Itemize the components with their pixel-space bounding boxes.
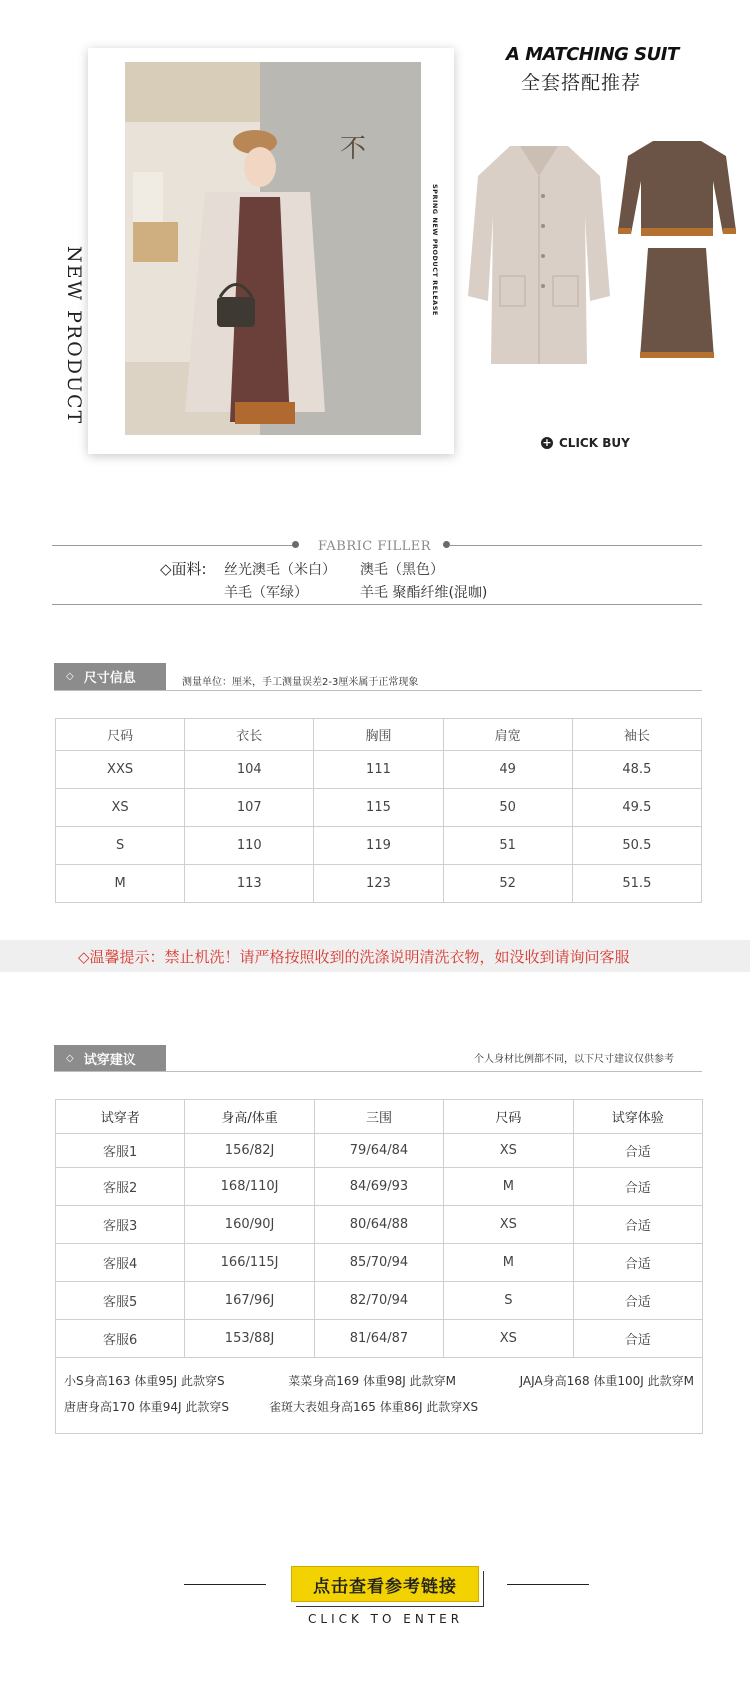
table-header-cell: 衣长 [185, 719, 314, 751]
fit-notes-line [64, 1394, 694, 1420]
table-cell: 51.5 [572, 865, 701, 903]
fabric-bottom-divider [52, 604, 702, 605]
table-header-cell: 胸围 [314, 719, 443, 751]
table-cell: M [444, 1244, 573, 1282]
table-cell: 81/64/87 [314, 1320, 443, 1358]
fit-section-divider [54, 1071, 702, 1072]
fit-note: 个人身材比例都不同，以下尺寸建议仅供参考 [474, 1054, 674, 1065]
table-cell: 166/115J [185, 1244, 314, 1282]
fabric-divider-right [449, 545, 702, 546]
link-divider-right [507, 1584, 589, 1585]
table-row [56, 1244, 703, 1282]
table-cell: 111 [314, 751, 443, 789]
table-header-cell: 尺码 [444, 1100, 573, 1134]
table-header-cell: 肩宽 [443, 719, 572, 751]
table-header-cell: 尺码 [56, 719, 185, 751]
table-cell: 110 [185, 827, 314, 865]
click-to-enter-text: CLICK TO ENTER [308, 1612, 464, 1626]
fit-table [55, 1099, 703, 1434]
coat-image[interactable] [465, 136, 613, 368]
fit-notes-line [64, 1368, 694, 1394]
table-cell: 51 [443, 827, 572, 865]
table-cell: 168/110J [185, 1168, 314, 1206]
size-info-tab: ◇ 尺寸信息 [54, 663, 166, 690]
table-cell: 合适 [573, 1168, 702, 1206]
diamond-icon: ◇ [66, 1053, 74, 1064]
fit-note-item: 菜菜身高169 体重98J 此款穿M [288, 1374, 456, 1388]
table-row [56, 865, 702, 903]
link-divider-left [184, 1584, 266, 1585]
table-header-cell: 试穿体验 [573, 1100, 702, 1134]
fabric-item: 澳毛（黑色） [360, 562, 444, 578]
table-cell: 79/64/84 [314, 1134, 443, 1168]
table-cell: 客服6 [56, 1320, 185, 1358]
fit-note-item: 雀斑大表姐身高165 体重86J 此款穿XS [268, 1400, 479, 1414]
fit-note-item: 小S身高163 体重95J 此款穿S [64, 1374, 225, 1388]
table-cell: 160/90J [185, 1206, 314, 1244]
size-table [55, 718, 702, 903]
table-cell: XS [444, 1134, 573, 1168]
table-cell: S [56, 827, 185, 865]
sweater-skirt-image[interactable] [618, 136, 736, 368]
table-cell: 合适 [573, 1320, 702, 1358]
table-cell: 167/96J [185, 1282, 314, 1320]
table-cell: 104 [185, 751, 314, 789]
table-cell: 82/70/94 [314, 1282, 443, 1320]
table-cell: M [56, 865, 185, 903]
table-cell: 客服5 [56, 1282, 185, 1320]
reference-link-button[interactable]: 点击查看参考链接 [291, 1566, 479, 1602]
table-header-row [56, 1100, 703, 1134]
fit-note-item: 唐唐身高170 体重94J 此款穿S [64, 1400, 229, 1414]
table-header-row [56, 719, 702, 751]
table-row [56, 789, 702, 827]
table-cell: 84/69/93 [314, 1168, 443, 1206]
table-cell: XS [56, 789, 185, 827]
table-notes-row [56, 1358, 703, 1434]
table-cell: 85/70/94 [314, 1244, 443, 1282]
size-note: 测量单位：厘米，手工测量误差2-3厘米属于正常现象 [182, 677, 419, 688]
table-cell: 合适 [573, 1134, 702, 1168]
table-cell: XS [444, 1320, 573, 1358]
table-row [56, 1168, 703, 1206]
table-cell: 123 [314, 865, 443, 903]
table-header-cell: 袖长 [572, 719, 701, 751]
diamond-icon: ◇ [66, 671, 74, 682]
product-photo-card: NEW PRODUCT 不 SPRING NEW PRODUCT RELEASE [88, 48, 454, 454]
table-cell: 49.5 [572, 789, 701, 827]
table-cell: 客服2 [56, 1168, 185, 1206]
table-row [56, 1134, 703, 1168]
fabric-item: 丝光澳毛（米白） [224, 562, 336, 578]
table-cell: XXS [56, 751, 185, 789]
table-cell: S [444, 1282, 573, 1320]
fabric-label: ◇面料: [160, 560, 207, 578]
table-header-cell: 三围 [314, 1100, 443, 1134]
table-row [56, 1206, 703, 1244]
table-cell: 48.5 [572, 751, 701, 789]
fit-notes-cell [56, 1358, 703, 1434]
table-cell: 49 [443, 751, 572, 789]
fabric-dot-left [292, 541, 299, 548]
table-cell: 客服4 [56, 1244, 185, 1282]
table-row [56, 1320, 703, 1358]
model-photo [125, 62, 421, 435]
table-cell: 52 [443, 865, 572, 903]
table-cell: 153/88J [185, 1320, 314, 1358]
size-section-divider [54, 690, 702, 691]
fabric-divider-left [52, 545, 298, 546]
suit-title: A MATCHING SUIT [506, 44, 679, 65]
table-cell: 50 [443, 789, 572, 827]
table-cell: 80/64/88 [314, 1206, 443, 1244]
click-buy-button[interactable]: + CLICK BUY [542, 436, 630, 450]
table-row [56, 751, 702, 789]
table-cell: 客服1 [56, 1134, 185, 1168]
table-header-cell: 试穿者 [56, 1100, 185, 1134]
table-row [56, 827, 702, 865]
fabric-title: FABRIC FILLER [318, 539, 432, 554]
table-cell: 客服3 [56, 1206, 185, 1244]
table-cell: 合适 [573, 1206, 702, 1244]
fit-note-item: JAJA身高168 体重100J 此款穿M [519, 1374, 694, 1388]
table-cell: XS [444, 1206, 573, 1244]
table-cell: M [444, 1168, 573, 1206]
table-cell: 合适 [573, 1244, 702, 1282]
table-cell: 115 [314, 789, 443, 827]
suit-subtitle: 全套搭配推荐 [521, 72, 642, 94]
svg-text:不: 不 [340, 134, 367, 164]
table-cell: 156/82J [185, 1134, 314, 1168]
washing-warning: ◇温馨提示：禁止机洗！请严格按照收到的洗涤说明清洗衣物，如没收到请询问客服 [78, 948, 630, 966]
table-header-cell: 身高/体重 [185, 1100, 314, 1134]
table-cell: 113 [185, 865, 314, 903]
table-cell: 119 [314, 827, 443, 865]
plus-circle-icon: + [542, 436, 552, 449]
table-cell: 107 [185, 789, 314, 827]
fabric-item: 羊毛 聚酯纤维(混咖) [360, 585, 488, 601]
table-cell: 50.5 [572, 827, 701, 865]
table-cell: 合适 [573, 1282, 702, 1320]
table-row [56, 1282, 703, 1320]
fabric-item: 羊毛（军绿） [224, 585, 308, 601]
fit-advice-tab: ◇ 试穿建议 [54, 1045, 166, 1072]
